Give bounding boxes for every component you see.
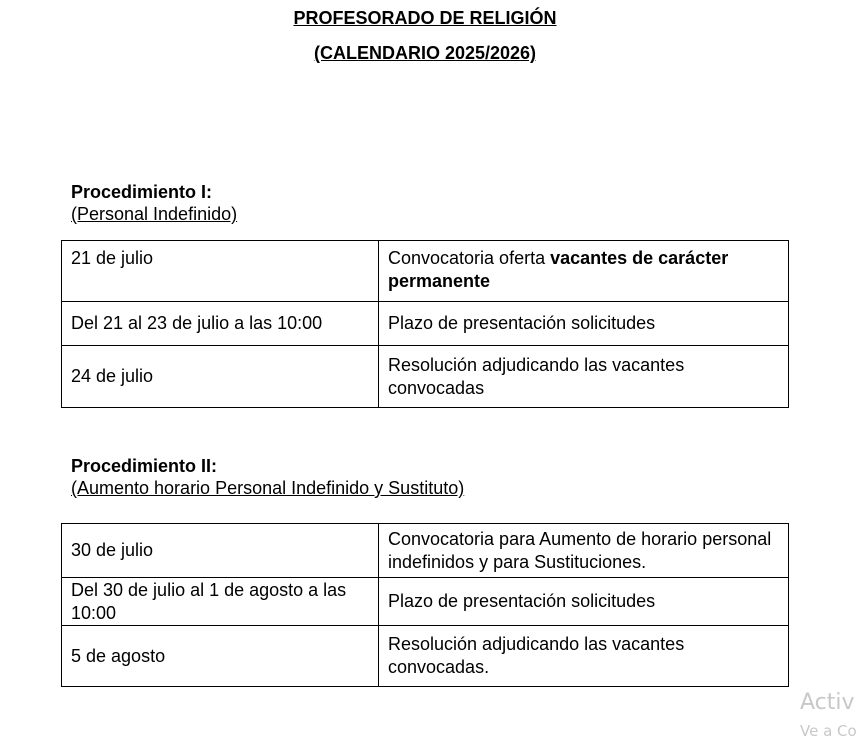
- table-row: [62, 346, 789, 408]
- table-row: [62, 626, 789, 687]
- date-cell: 30 de julio: [62, 524, 379, 578]
- procedure-2-subtitle: (Aumento horario Personal Indefinido y Sustituto): [71, 478, 465, 498]
- description-text: Convocatoria oferta: [388, 248, 551, 268]
- procedure-1-heading: [71, 181, 237, 225]
- activation-watermark-line1: Activ: [800, 690, 855, 715]
- document-title: PROFESORADO DE RELIGIÓN: [293, 8, 557, 28]
- procedure-1-subtitle: (Personal Indefinido): [71, 204, 238, 224]
- description-cell: Resolución adjudicando las vacantes convocadas.: [379, 626, 789, 687]
- table-row: [62, 241, 789, 302]
- table-row: [62, 578, 789, 626]
- date-cell: 5 de agosto: [62, 626, 379, 687]
- procedure-1-table: [61, 240, 789, 408]
- description-bold-text: vacantes de carácter permanente: [388, 248, 729, 291]
- date-cell: 24 de julio: [62, 346, 379, 408]
- procedure-2-table: [61, 523, 789, 687]
- procedure-2-heading: [71, 455, 464, 499]
- table-row: [62, 524, 789, 578]
- description-cell: Convocatoria para Aumento de horario personal indefinidos y para Sustituciones.: [379, 524, 789, 578]
- description-cell: [379, 241, 789, 302]
- procedure-1-name: Procedimiento I:: [71, 182, 213, 202]
- procedure-2-name: Procedimiento II:: [71, 456, 218, 476]
- date-cell: Del 30 de julio al 1 de agosto a las 10:00: [62, 578, 379, 626]
- date-cell: 21 de julio: [62, 241, 379, 302]
- document-subtitle: (CALENDARIO 2025/2026): [313, 43, 537, 63]
- date-cell: Del 21 al 23 de julio a las 10:00: [62, 302, 379, 346]
- description-cell: Plazo de presentación solicitudes: [379, 302, 789, 346]
- description-cell: Resolución adjudicando las vacantes convocadas: [379, 346, 789, 408]
- table-row: [62, 302, 789, 346]
- description-cell: Plazo de presentación solicitudes: [379, 578, 789, 626]
- activation-watermark-line2: Ve a Co: [800, 722, 857, 740]
